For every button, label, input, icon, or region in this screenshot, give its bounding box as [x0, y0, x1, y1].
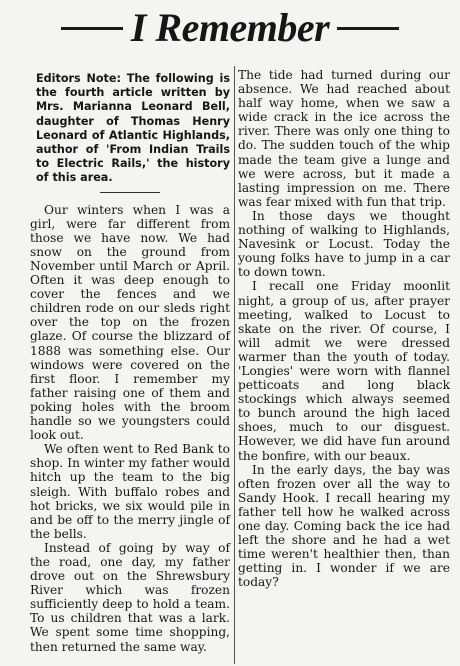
column-divider — [234, 66, 235, 664]
paragraph: The tide had turned during our absence. We had reached about half way home, when we saw a wide crack in the ice across the river. There was only one thing to do. The sudden touch of the whip made the team give a lunge and we were across, but it made a lasting impression on me. There was fear mixed with fun that trip. — [238, 68, 450, 209]
article-title: I Remember — [130, 5, 330, 50]
note-divider — [100, 192, 160, 193]
paragraph: Our winters when I was a girl, were far different from those we have now. We had snow on the ground from November until March or April. Often it was deep enough to cover the fences and we children rode on our sleds right over the top on the frozen glaze. Of course the blizzard of 1888 was something else. Our windows were covered on the first floor. I remember my father raising one of them and poking holes with the broom handle so we youngsters could look out. — [30, 202, 230, 443]
title-rule-right — [337, 27, 399, 30]
title-rule-left — [61, 27, 123, 30]
left-column — [30, 72, 230, 654]
right-column — [238, 68, 450, 589]
paragraph: We often went to Red Bank to shop. In winter my father would hitch up the team to the big sleigh. With buffalo robes and hot bricks, we six would pile in and be off to the merry jingle of the bells. — [30, 442, 230, 541]
editors-note: Editors Note: The following is the fourth article written by Mrs. Marianna Leonard Bell, daughter of Thomas Henry Leonard of Atlantic Highlands, author of 'From Indian Trails to Electric Rails,' the history of this area. — [36, 72, 230, 185]
article-header — [0, 0, 460, 56]
paragraph: In the early days, the bay was often frozen over all the way to Sandy Hook. I recall hearing my father tell how he walked across one day. Coming back the ice had left the shore and he had a wet time weren't healthier then, than getting in. I wonder if we are today? — [238, 462, 450, 590]
paragraph: In those days we thought nothing of walking to Highlands, Navesink or Locust. Today the young folks have to jump in a car to down town. — [238, 208, 450, 280]
paragraph: I recall one Friday moonlit night, a group of us, after prayer meeting, walked to Locust to skate on the river. Of course, I will admit we were dressed warmer than the youth of today. 'Longies' were worn with flannel petticoats and long black stockings which always seemed to bunch around the high laced shoes, much to our disguest. However, we did have fun around the bonfire, with our beaux. — [238, 279, 450, 463]
paragraph: Instead of going by way of the road, one day, my father drove out on the Shrewsbury River which was frozen sufficiently deep to hold a team. To us children that was a lark. We spent some time shopping, then returned the same way. — [30, 540, 230, 654]
